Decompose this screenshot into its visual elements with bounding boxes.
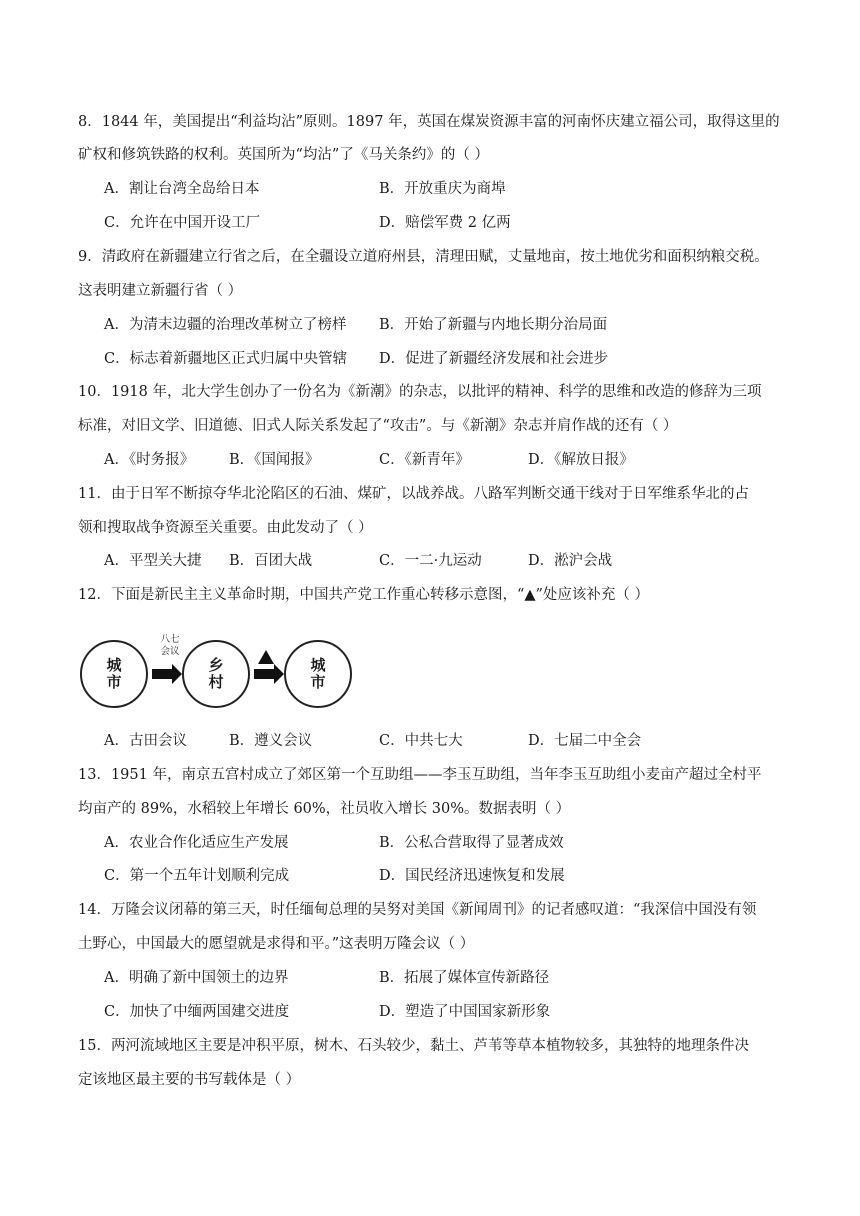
work-focus-shift-diagram — [80, 632, 360, 722]
question-10-option-d: D．《解放日报》 — [528, 452, 634, 468]
question-9-line-1: 9．清政府在新疆建立行省之后，在全疆设立道府州县，清理田赋，丈量地亩，按土地优劣和面积纳粮交税。 — [78, 249, 769, 265]
question-9-option-a: A．为清末边疆的治理改革树立了榜样 — [104, 317, 347, 333]
question-13-option-d: D．国民经济迅速恢复和发展 — [379, 868, 565, 884]
arrow-2-triangle-mark — [258, 650, 274, 664]
diagram-circle-city-start — [80, 640, 148, 708]
question-13-line-1: 13．1951 年，南京五宫村成立了郊区第一个互助组——李玉互助组，当年李玉互助组小麦亩产超过全村平 — [78, 767, 762, 783]
question-12-option-a: A．古田会议 — [104, 733, 187, 749]
question-10-option-c: C．《新青年》 — [379, 452, 470, 468]
question-9-option-b: B．开始了新疆与内地长期分治局面 — [379, 317, 608, 333]
question-12-line-1: 12．下面是新民主主义革命时期，中国共产党工作重心转移示意图，“▲”处应该补充（ ） — [78, 587, 650, 603]
question-9-line-2: 这表明建立新疆行省（ ） — [78, 283, 243, 299]
question-15-line-2: 定该地区最主要的书写载体是（ ） — [78, 1072, 301, 1088]
question-11-option-c: C．一二·九运动 — [379, 553, 482, 569]
question-8-option-c: C．允许在中国开设工厂 — [104, 215, 261, 231]
question-8-option-a: A．割让台湾全岛给日本 — [104, 181, 260, 197]
question-13-option-c: C．第一个五年计划顺利完成 — [104, 868, 290, 884]
arrow-1-label — [152, 634, 188, 658]
question-13-option-a: A．农业合作化适应生产发展 — [104, 835, 289, 851]
question-14-line-2: 土野心，中国最大的愿望就是求得和平。”这表明万隆会议（ ） — [78, 936, 475, 952]
diagram-circle-city-end — [284, 640, 352, 708]
diagram-circle-city-end-label: 城市 — [308, 657, 327, 691]
arrow-2 — [254, 669, 274, 679]
question-14-option-c: C．加快了中缅两国建交进度 — [104, 1004, 290, 1020]
question-13-line-2: 均亩产的 89%，水稻较上年增长 60%，社员收入增长 30%。数据表明（ ） — [78, 801, 571, 817]
question-9-option-c: C．标志着新疆地区正式归属中央管辖 — [104, 351, 348, 367]
question-12-option-d: D．七届二中全会 — [528, 733, 642, 749]
question-15-line-1: 15．两河流域地区主要是冲积平原，树木、石头较少，黏土、芦苇等草本植物较多，其独特的地理条件决 — [78, 1038, 749, 1054]
question-8-option-b: B．开放重庆为商埠 — [379, 181, 506, 197]
question-14-line-1: 14．万隆会议闭幕的第三天，时任缅甸总理的吴努对美国《新闻周刊》的记者感叹道：“我深信中国没有领 — [78, 902, 757, 918]
question-9-option-d: D．促进了新疆经济发展和社会进步 — [379, 351, 609, 367]
diagram-circle-countryside — [182, 640, 250, 708]
question-10-line-1: 10．1918 年，北大学生创办了一份名为《新潮》的杂志，以批评的精神、科学的思维和改造的修辞为三项 — [78, 384, 762, 400]
arrow-1-label-top: 八七 — [160, 634, 180, 645]
question-8-line-2: 矿权和修筑铁路的权利。英国所为“均沾”了《马关条约》的（ ） — [78, 147, 489, 163]
question-8-line-1: 8．1844 年，美国提出“利益均沾”原则。1897 年，英国在煤炭资源丰富的河南怀庆建立福公司，取得这里的 — [78, 114, 780, 130]
question-8-option-d: D．赔偿军费 2 亿两 — [379, 215, 511, 231]
arrow-1 — [152, 669, 172, 679]
question-14-option-d: D．塑造了中国国家新形象 — [379, 1004, 551, 1020]
question-14-option-a: A．明确了新中国领土的边界 — [104, 970, 289, 986]
question-10-option-b: B．《国闻报》 — [229, 452, 320, 468]
question-11-line-2: 领和搜取战争资源至关重要。由此发动了（ ） — [78, 520, 373, 536]
question-14-option-b: B．拓展了媒体宣传新路径 — [379, 970, 550, 986]
question-11-option-a: A．平型关大捷 — [104, 553, 202, 569]
question-10-option-a: A．《时务报》 — [104, 452, 195, 468]
question-12-option-b: B．遵义会议 — [229, 733, 313, 749]
arrow-1-label-bottom: 会议 — [160, 646, 180, 657]
question-11-option-b: B．百团大战 — [229, 553, 313, 569]
question-11-line-1: 11．由于日军不断掠夺华北沦陷区的石油、煤矿，以战养战。八路军判断交通干线对于日军维系华北的占 — [78, 486, 749, 502]
question-12-option-c: C．中共七大 — [379, 733, 463, 749]
question-10-line-2: 标准，对旧文学、旧道德、旧式人际关系发起了“攻击”。与《新潮》杂志并肩作战的还有（ ） — [78, 418, 678, 434]
diagram-circle-countryside-label: 乡村 — [206, 657, 225, 691]
diagram-circle-city-start-label: 城市 — [104, 657, 123, 691]
question-13-option-b: B．公私合营取得了显著成效 — [379, 835, 564, 851]
question-11-option-d: D．淞沪会战 — [528, 553, 613, 569]
